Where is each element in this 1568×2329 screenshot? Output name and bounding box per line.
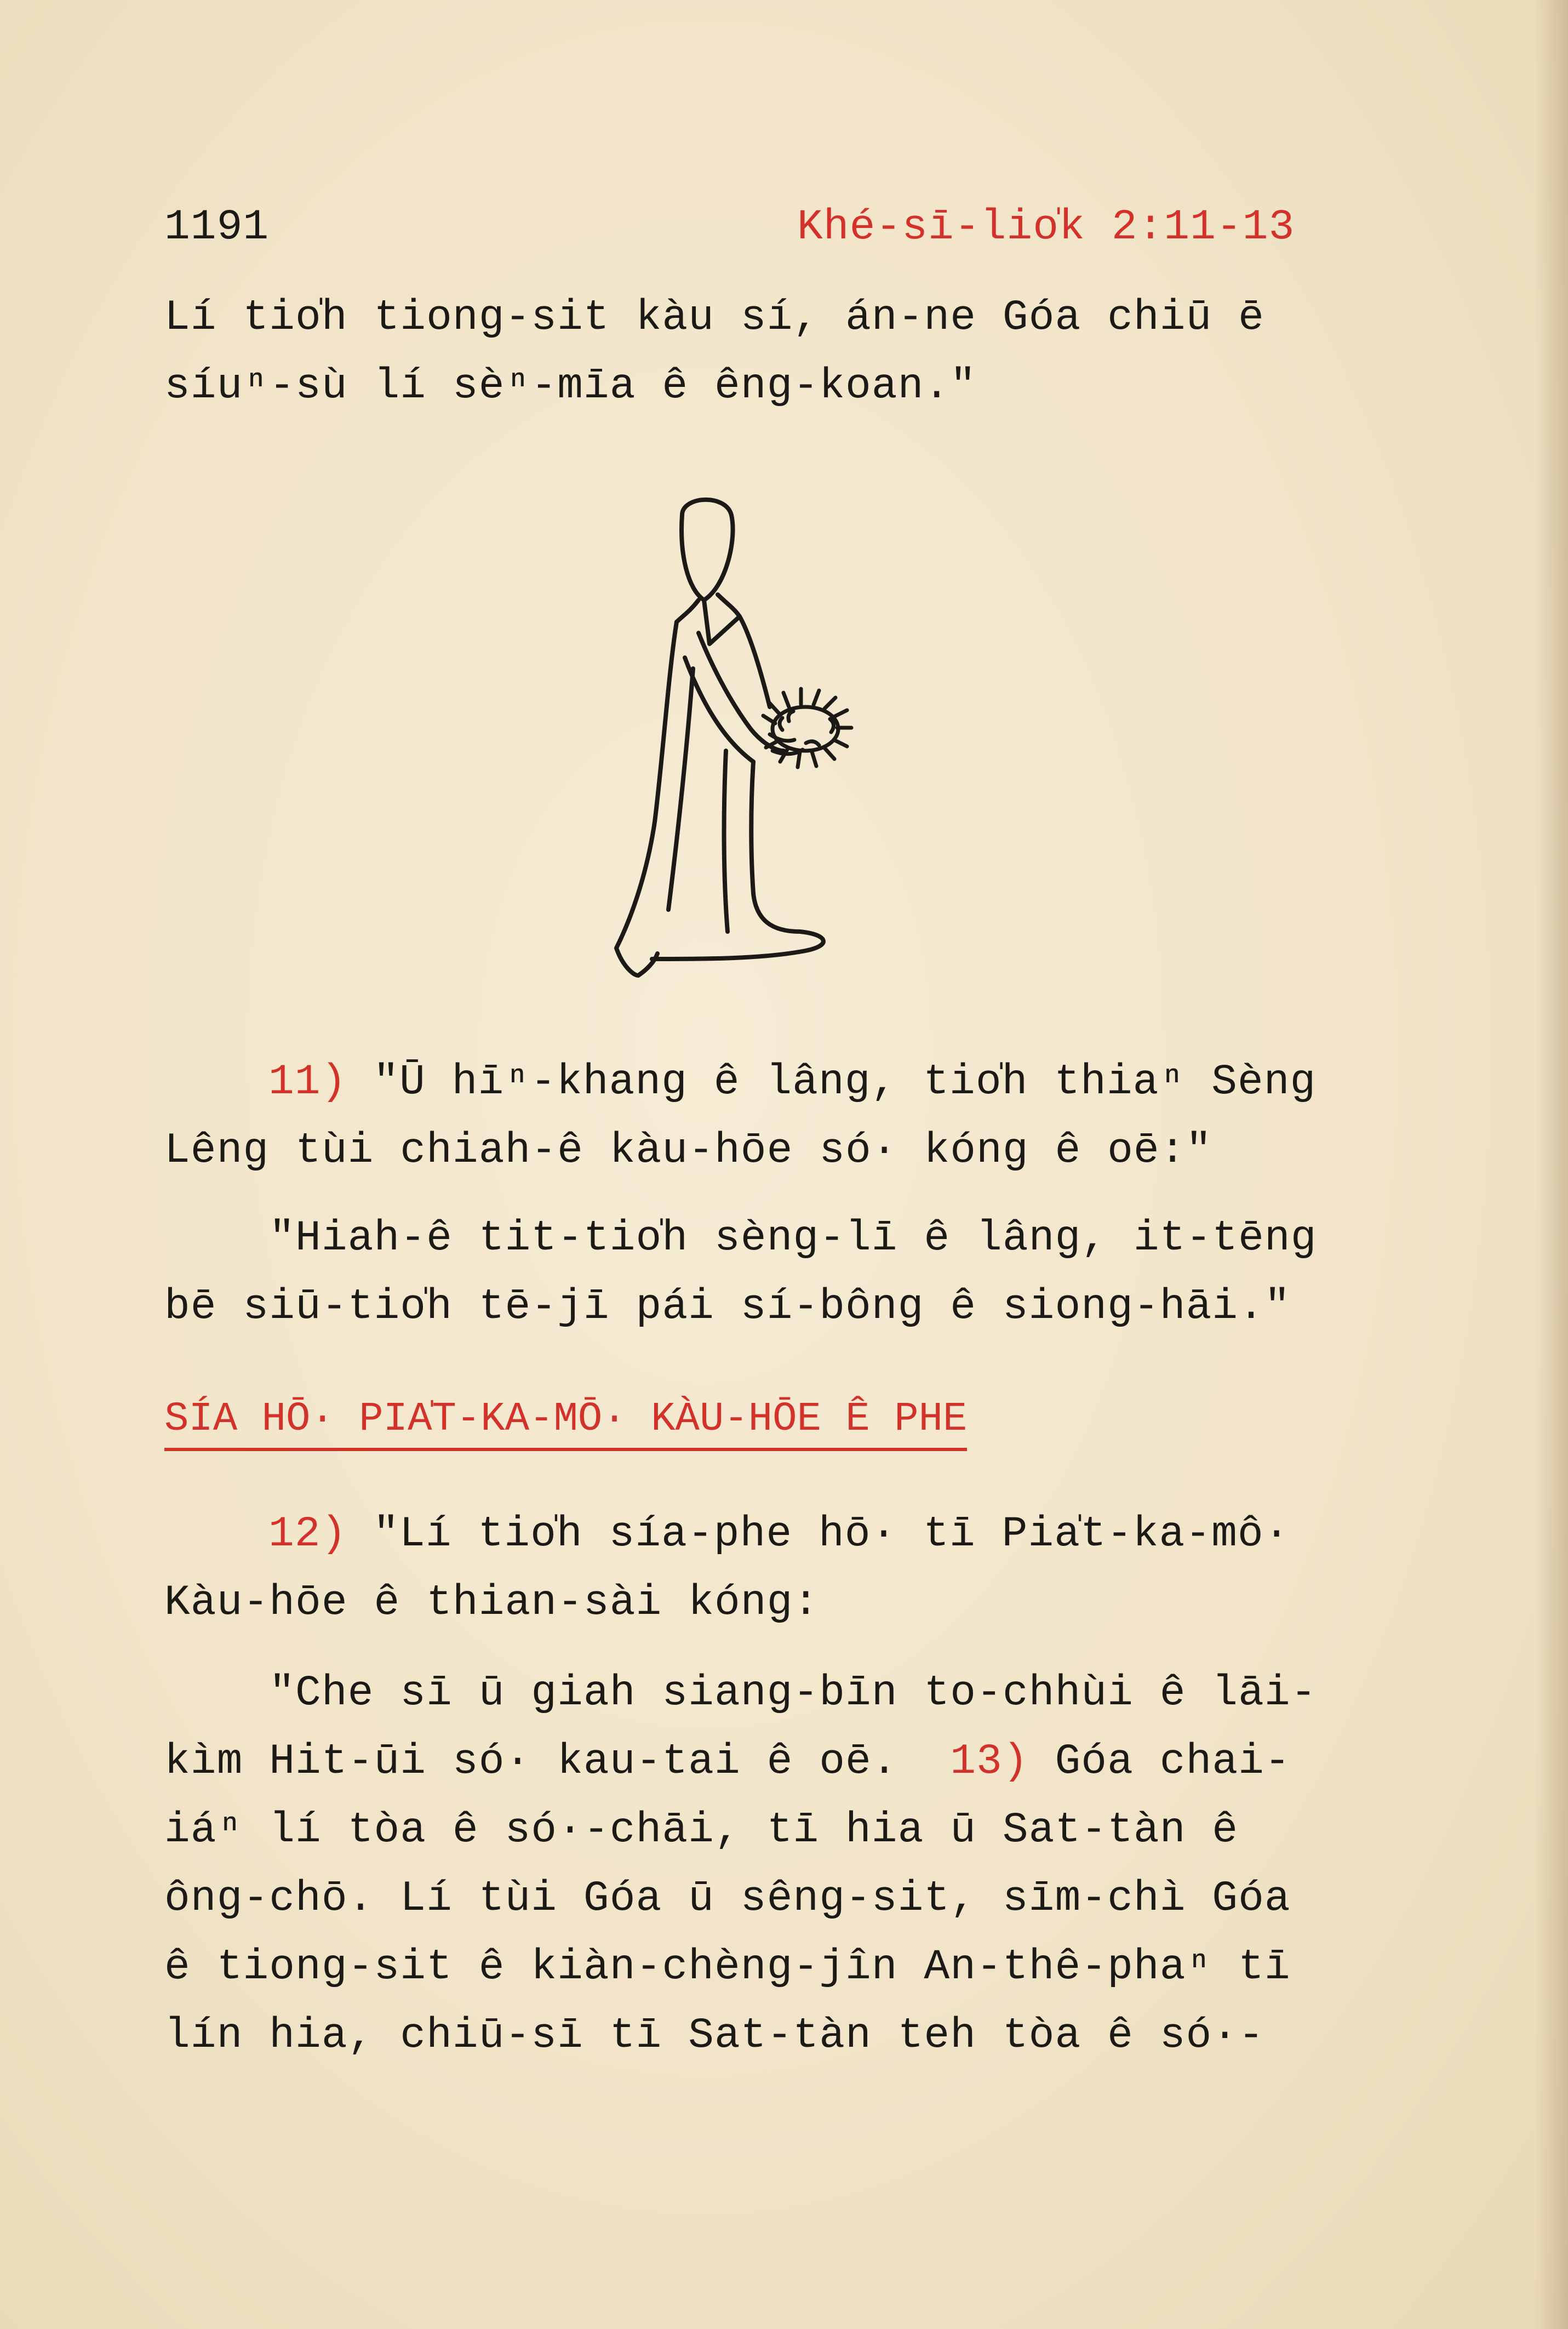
section-heading: SÍA HŌ· PIA̍T-KA-MŌ· KÀU-HŌE Ê PHE bbox=[164, 1392, 967, 1451]
verse-text: kìm Hit-ūi só· kau-tai ê oē. bbox=[164, 1738, 951, 1786]
verse-number: 12) bbox=[268, 1510, 347, 1559]
text-line: "Che sī ū giah siang-bīn to-chhùi ê lāi- bbox=[164, 1669, 1317, 1717]
page-number: 1191 bbox=[164, 203, 270, 252]
text-line: Lí tio̍h tiong-sit kàu sí, án-ne Góa chiū ē bbox=[164, 294, 1264, 342]
text-line: lín hia, chiū-sī tī Sat-tàn teh tòa ê só·- bbox=[164, 2012, 1264, 2060]
verse-11-line bbox=[268, 1055, 1316, 1110]
text-line: síuⁿ-sù lí sèⁿ-mīa ê êng-koan." bbox=[164, 362, 977, 410]
verse-text: "Ū hīⁿ-khang ê lâng, tio̍h thiaⁿ Sèng bbox=[347, 1058, 1317, 1106]
text-line: ông-chō. Lí tùi Góa ū sêng-sit, sīm-chì Góa bbox=[164, 1875, 1291, 1923]
verse-text: Góa chai- bbox=[1028, 1738, 1291, 1786]
text-line: Kàu-hōe ê thian-sài kóng: bbox=[164, 1579, 820, 1627]
verse-12-line bbox=[268, 1507, 1290, 1562]
running-head-reference: Khé-sī-lio̍k 2:11-13 bbox=[797, 203, 1295, 252]
verse-number: 13) bbox=[950, 1738, 1029, 1786]
robed-figure-illustration bbox=[586, 493, 893, 1003]
verse-number: 11) bbox=[268, 1058, 347, 1106]
text-line: iáⁿ lí tòa ê só·-chāi, tī hia ū Sat-tàn ê bbox=[164, 1806, 1239, 1854]
text-line: bē siū-tio̍h tē-jī pái sí-bông ê siong-hāi." bbox=[164, 1283, 1291, 1331]
verse-13-line bbox=[164, 1734, 1291, 1789]
text-line: Lêng tùi chiah-ê kàu-hōe só· kóng ê oē:" bbox=[164, 1127, 1212, 1175]
text-line: "Hiah-ê tit-tio̍h sèng-lī ê lâng, it-tēng bbox=[164, 1214, 1317, 1263]
text-line: ê tiong-sit ê kiàn-chèng-jîn An-thê-phaⁿ tī bbox=[164, 1943, 1291, 1991]
verse-text: "Lí tio̍h sía-phe hō· tī Pia̍t-ka-mô· bbox=[347, 1510, 1290, 1559]
